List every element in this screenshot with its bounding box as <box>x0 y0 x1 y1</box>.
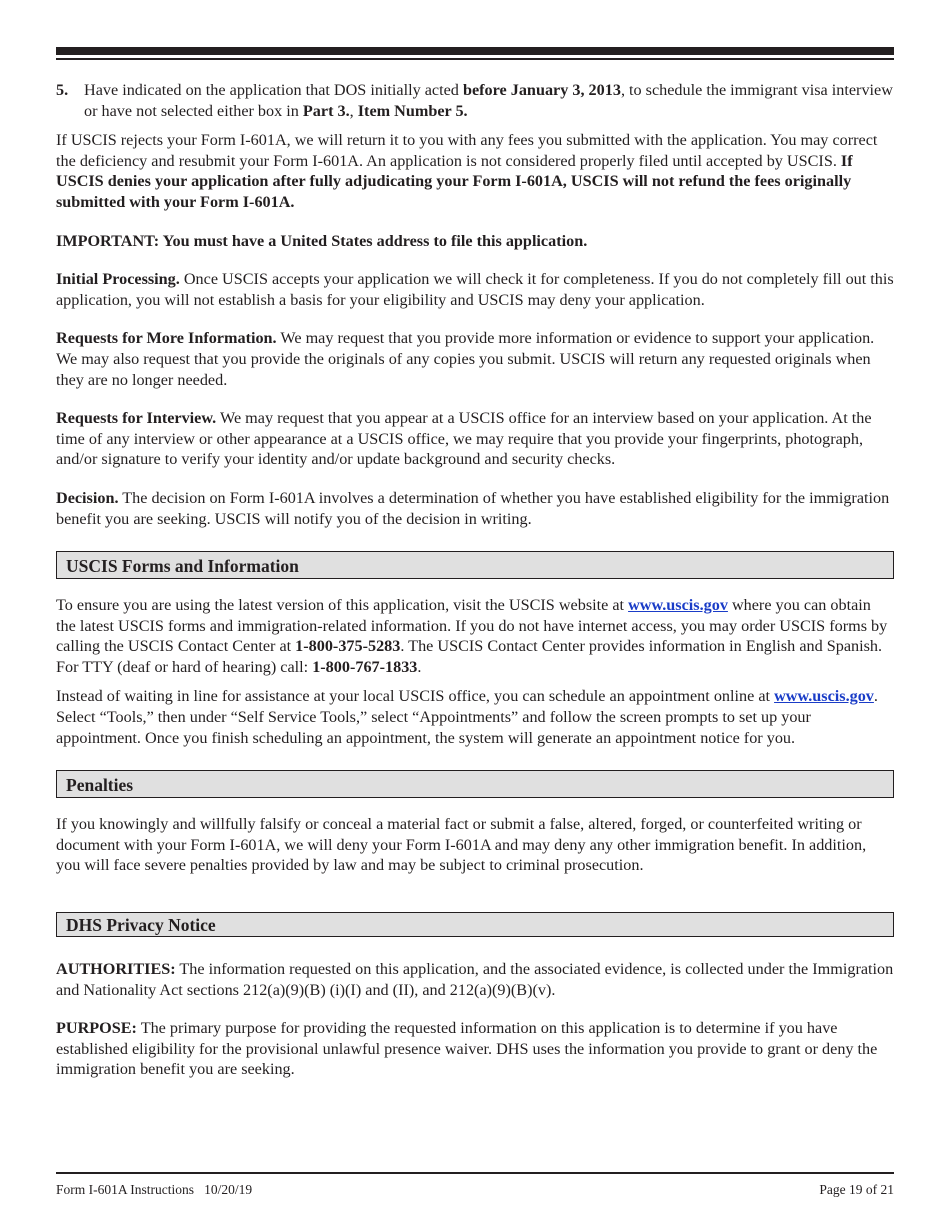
item-text <box>84 80 894 121</box>
forms-section-heading: USCIS Forms and Information <box>56 551 894 579</box>
purpose-label: PURPOSE: <box>56 1019 137 1038</box>
page-footer <box>56 1182 894 1198</box>
forms-p2-text-b: . Select “Tools,” then under “Self Service Tools,” select “Appointments” and follow the screen prompts to set up your appointment. Once you finish scheduling an appointment, the system will generate an appointment notice for you. <box>56 687 878 747</box>
forms-paragraph-1 <box>56 595 894 677</box>
more-info-paragraph <box>56 328 894 390</box>
purpose-paragraph <box>56 1018 894 1080</box>
rejects-paragraph <box>56 130 894 212</box>
item-text-c: , <box>349 101 358 120</box>
footer-page-number: Page 19 of 21 <box>819 1182 894 1197</box>
important-text: IMPORTANT: You must have a United States address to file this application. <box>56 231 588 250</box>
authorities-label: AUTHORITIES: <box>56 960 176 979</box>
item-text-a: Have indicated on the application that DOS initially acted <box>84 81 463 99</box>
rejects-bold: If USCIS denies your application after fully adjudicating your Form I-601A, USCIS will not refund the fees originally submitted with your Form I-601A. <box>56 151 853 211</box>
item-bold-date: before January 3, 2013 <box>462 81 621 99</box>
contact-center-phone: 1-800-375-5283 <box>295 637 401 656</box>
forms-p2-text-a: Instead of waiting in line for assistance at your local USCIS office, you can schedule an appointment online at <box>56 687 775 706</box>
rejects-text: If USCIS rejects your Form I-601A, we will return it to you with any fees you submitted with the application. You may correct the deficiency and resubmit your Form I-601A. An application is not considered properly filed until accepted by USCIS. <box>56 131 878 170</box>
item-bold-number: Item Number 5. <box>357 101 468 120</box>
initial-processing-paragraph <box>56 269 894 310</box>
initial-processing-label: Initial Processing. <box>56 270 180 289</box>
forms-paragraph-2 <box>56 686 894 748</box>
more-info-text: We may request that you provide more information or evidence to support your application. We may also request that you provide the originals of any copies you submit. USCIS will return any requested originals when they are no longer needed. <box>56 329 875 389</box>
item-number: 5. <box>56 81 69 99</box>
forms-p1-text-d: . <box>417 657 422 676</box>
interview-label: Requests for Interview. <box>56 409 217 428</box>
more-info-label: Requests for More Information. <box>56 329 277 348</box>
purpose-text: The primary purpose for providing the requested information on this application is to determine if you have established eligibility for the provisional unlawful presence waiver. DHS uses the information you provide to grant or deny the immigration benefit you are seeking. <box>56 1019 878 1079</box>
footer-rule <box>56 1172 894 1174</box>
list-item-5 <box>56 80 894 121</box>
header-rule-thick <box>56 47 894 55</box>
interview-paragraph <box>56 408 894 470</box>
forms-p1-text-a: To ensure you are using the latest version of this application, visit the USCIS website at <box>56 596 629 615</box>
forms-p1-text-b: where you can obtain the latest USCIS forms and immigration-related information. If you do not have internet access, you may order USCIS forms by calling the USCIS Contact Center at <box>56 596 888 656</box>
decision-paragraph <box>56 488 894 529</box>
item-bold-part: Part 3. <box>302 101 350 120</box>
uscis-appointment-link[interactable]: www.uscis.gov <box>774 687 874 706</box>
important-paragraph <box>56 231 894 252</box>
interview-text: We may request that you appear at a USCIS office for an interview based on your application. At the time of any interview or other appearance at a USCIS office, we may require that you provide your fingerprints, photograph, and/or signature to verify your identity and/or update background and security checks. <box>56 409 872 469</box>
penalties-paragraph: If you knowingly and willfully falsify or conceal a material fact or submit a false, altered, forged, or counterfeited writing or document with your Form I-601A, we will deny your Form I-601A and may deny any other immigration benefit. In addition, you will face severe penalties provided by law and may be subject to criminal prosecution. <box>56 815 867 875</box>
forms-p1-text-c: . The USCIS Contact Center provides information in English and Spanish. For TTY (deaf or hard of hearing) call: <box>56 637 883 676</box>
penalties-section-heading: Penalties <box>56 770 894 798</box>
header-rule-thin <box>56 58 894 60</box>
footer-form-id: Form I-601A Instructions 10/20/19 <box>56 1182 253 1197</box>
decision-label: Decision. <box>56 488 119 507</box>
authorities-paragraph <box>56 959 894 1000</box>
initial-processing-text: Once USCIS accepts your application we will check it for completeness. If you do not completely fill out this application, you will not establish a basis for your eligibility and USCIS may deny your application. <box>56 270 894 309</box>
privacy-section-heading: DHS Privacy Notice <box>56 912 894 937</box>
authorities-text: The information requested on this application, and the associated evidence, is collected under the Immigration and Nationality Act sections 212(a)(9)(B) (i)(I) and (II), and 212(a)(9)(B)(v). <box>56 960 894 999</box>
decision-text: The decision on Form I-601A involves a determination of whether you have established eligibility for the immigration benefit you are seeking. USCIS will notify you of the decision in writing. <box>56 488 890 528</box>
page-content <box>56 80 894 1089</box>
item-text-b: , to schedule the immigrant visa interview or have not selected either box in <box>84 81 893 120</box>
uscis-website-link[interactable]: www.uscis.gov <box>628 596 728 615</box>
tty-phone: 1-800-767-1833 <box>312 657 418 676</box>
